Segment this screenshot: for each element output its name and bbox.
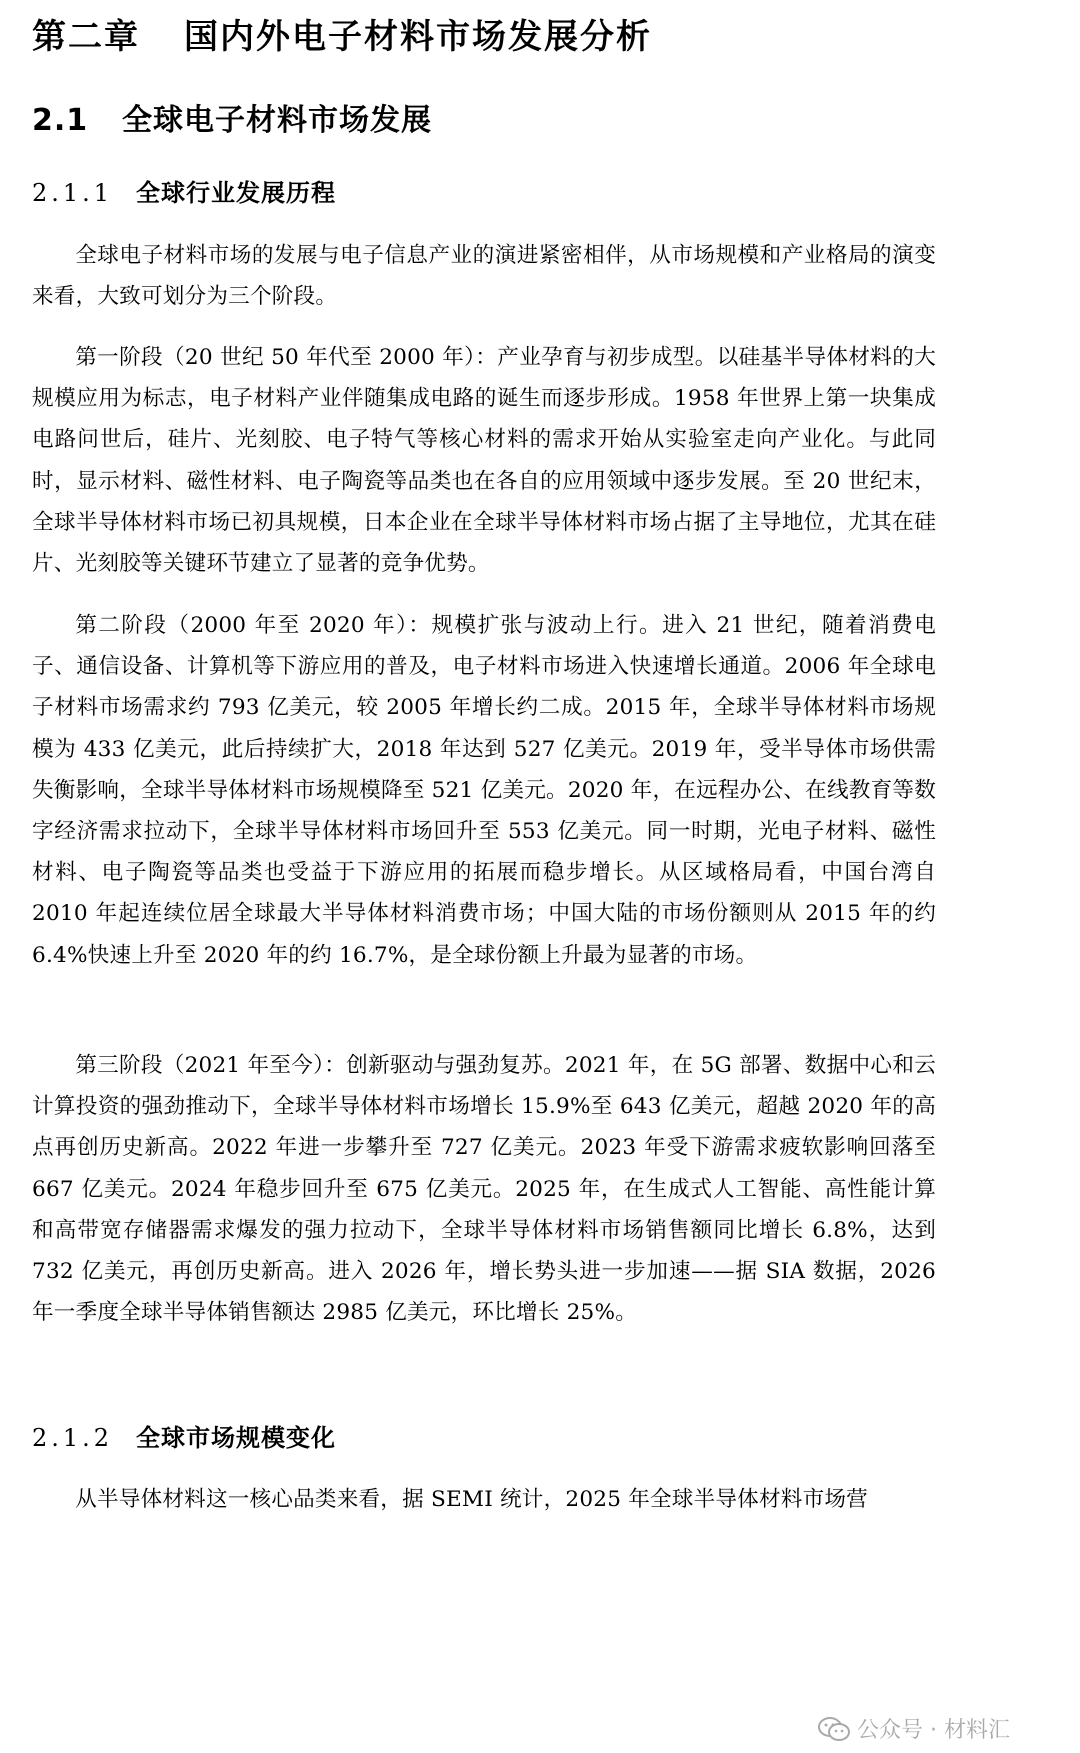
paragraph-intro: 全球电子材料市场的发展与电子信息产业的演进紧密相伴，从市场规模和产业格局的演变来看，大致可划分为三个阶段。: [32, 243, 936, 310]
wechat-icon: [817, 1716, 851, 1742]
section-title: [32, 100, 432, 142]
paragraph-stage-two: 第二阶段（2000 年至 2020 年）：规模扩张与波动上行。进入 21 世纪，随着消费电子、通信设备、计算机等下游应用的普及，电子材料市场进入快速增长通道。2006 年全球电子材料市场需求约 793 亿美元，较 2005 年增长约二成。2015 年，全球半导体材料市场规模为 433 亿美元，此后持续扩大，2018 年达到 527 亿美元。2019 年，受半导体市场供需失衡影响，全球半导体材料市场规模降至 521 亿美元。2020 年，在远程办公、在线教育等数字经济需求拉动下，全球半导体材料市场回升至 553 亿美元。同一时期，光电子材料、磁性材料、电子陶瓷等品类也受益于下游应用的拓展而稳步增长。从区域格局看，中国台湾自 2010 年起连续位居全球最大半导体材料消费市场；中国大陆的市场份额则从 2015 年的约 6.4%快速上升至 2020 年的约 16.7%，是全球份额上升最为显著的市场。: [32, 613, 936, 968]
paragraph-market-scale: 从半导体材料这一核心品类来看，据 SEMI 统计，2025 年全球半导体材料市场营: [75, 1487, 868, 1512]
subsection-heading: 全球行业发展历程: [136, 179, 336, 207]
section-number: 2.1: [32, 103, 89, 138]
watermark-text: 公众号 · 材料汇: [857, 1718, 1010, 1743]
chapter-number: 第二章: [32, 17, 140, 57]
paragraph-stage-three: 第三阶段（2021 年至今）：创新驱动与强劲复苏。2021 年，在 5G 部署、数据中心和云计算投资的强劲推动下，全球半导体材料市场增长 15.9%至 643 亿美元，超越 2020 年的高点再创历史新高。2022 年进一步攀升至 727 亿美元。2023 年受下游需求疲软影响回落至 667 亿美元。2024 年稳步回升至 675 亿美元。2025 年，在生成式人工智能、高性能计算和高带宽存储器需求爆发的强力拉动下，全球半导体材料市场销售额同比增长 6.8%，达到 732 亿美元，再创历史新高。进入 2026 年，增长势头进一步加速——据 SIA 数据，2026 年一季度全球半导体销售额达 2985 亿美元，环比增长 25%。: [32, 1053, 936, 1326]
section-heading: 全球电子材料市场发展: [122, 103, 432, 138]
subsection-title-1: [32, 176, 336, 210]
chapter-title: [32, 14, 652, 60]
subsection-title-2: [32, 1421, 336, 1455]
watermark: [817, 1713, 1010, 1744]
subsection-number: 2.1.2: [32, 1424, 114, 1452]
paragraph-stage-one: 第一阶段（20 世纪 50 年代至 2000 年）：产业孕育与初步成型。以硅基半导体材料的大规模应用为标志，电子材料产业伴随集成电路的诞生而逐步形成。1958 年世界上第一块集成电路问世后，硅片、光刻胶、电子特气等核心材料的需求开始从实验室走向产业化。与此同时，显示材料、磁性材料、电子陶瓷等品类也在各自的应用领域中逐步发展。至 20 世纪末，全球半导体材料市场已初具规模，日本企业在全球半导体材料市场占据了主导地位，尤其在硅片、光刻胶等关键环节建立了显著的竞争优势。: [32, 345, 936, 577]
subsection-number: 2.1.1: [32, 179, 114, 207]
chapter-heading: 国内外电子材料市场发展分析: [184, 17, 652, 57]
subsection-heading: 全球市场规模变化: [136, 1424, 336, 1452]
